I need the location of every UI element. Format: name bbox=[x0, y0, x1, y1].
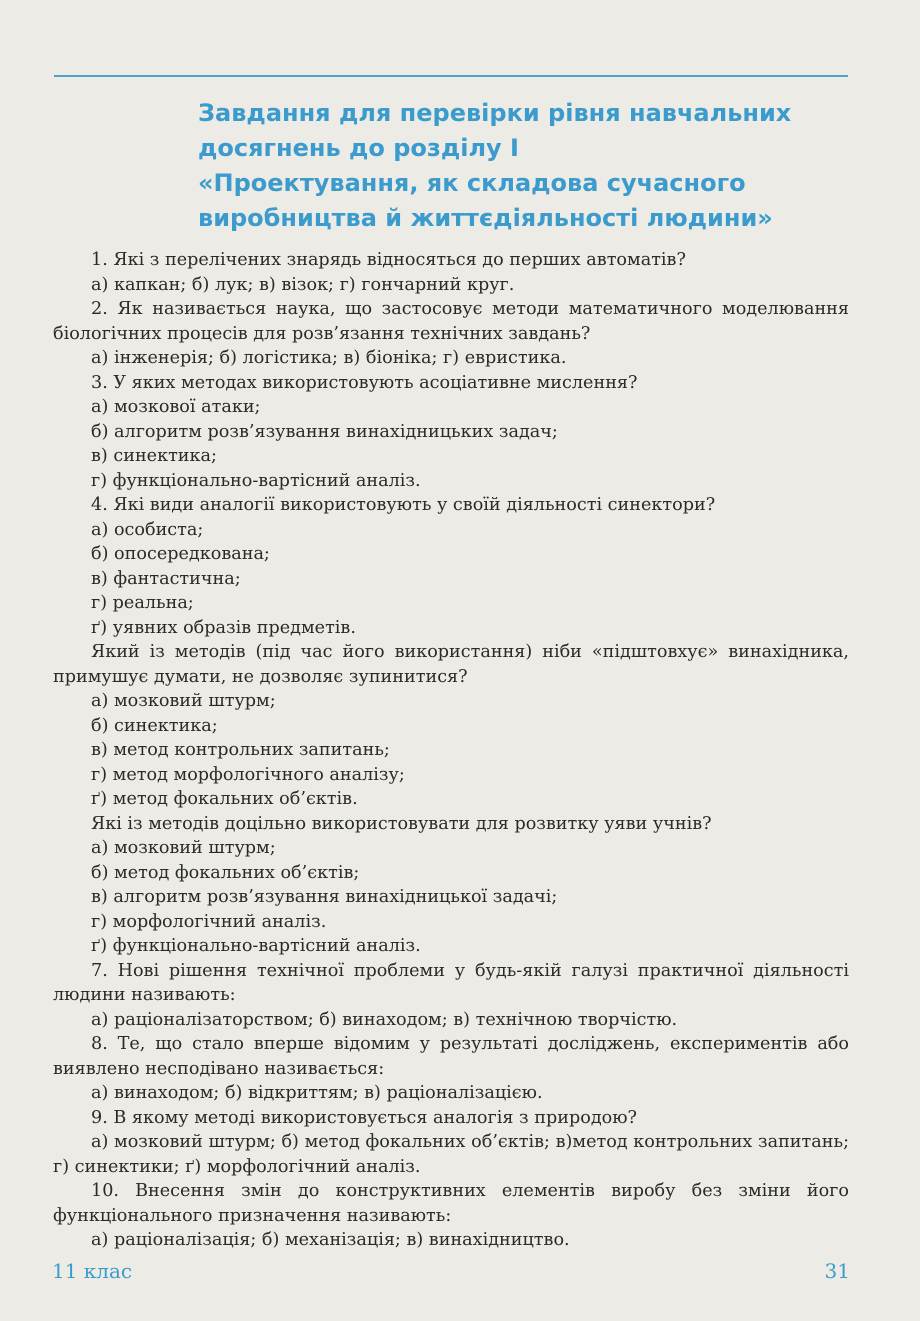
answer-option: б) алгоритм розв’язування винахідницьких задач; bbox=[91, 421, 558, 442]
page-number: 31 bbox=[824, 1259, 850, 1283]
answer-option: г) функціонально-вартісний аналіз. bbox=[91, 470, 421, 491]
question-1: 1. Які з перелічених знарядь відносяться до перших автоматів? bbox=[91, 250, 686, 270]
answer-options: а) інженерія; б) логістика; в) біоніка; г) евристика. bbox=[91, 348, 567, 368]
question-4: 4. Які види аналогії використовують у своїй діяльності синектори? bbox=[91, 495, 716, 515]
answer-option: б) метод фокальних об’єктів; bbox=[91, 862, 360, 883]
footer-grade: 11 клас bbox=[52, 1259, 133, 1283]
answer-option: а) мозковий штурм; bbox=[91, 838, 276, 858]
question-9: 9. В якому методі використовується аналогія з природою? bbox=[91, 1107, 637, 1128]
question-6: Які із методів доцільно використовувати для розвитку уяви учнів? bbox=[91, 813, 712, 834]
title-line: «Проектування, як складова сучасного bbox=[198, 169, 746, 197]
question-2: 2. Як називається наука, що застосовує методи математичного моделювання біологічних процесів для розв’язання технічних завдань? bbox=[53, 299, 849, 344]
section-title bbox=[198, 96, 858, 236]
header-rule bbox=[54, 75, 848, 77]
answer-option: в) метод контрольних запитань; bbox=[91, 740, 390, 760]
answer-option: в) алгоритм розв’язування винахідницької задачі; bbox=[91, 887, 558, 907]
answer-option: а) особиста; bbox=[91, 519, 204, 540]
question-3: 3. У яких методах використовують асоціативне мислення? bbox=[91, 372, 638, 393]
question-5: Який із методів (під час його використання) ніби «підштовхує» винахідника, примушує думати, не дозволяє зупинитися? bbox=[53, 642, 849, 687]
answer-option: в) синектика; bbox=[91, 446, 217, 466]
answer-option: г) метод морфологічного аналізу; bbox=[91, 764, 405, 785]
answer-options: а) капкан; б) лук; в) візок; г) гончарний круг. bbox=[91, 274, 515, 295]
title-line: досягнень до розділу І bbox=[198, 134, 519, 162]
answer-option: б) синектика; bbox=[91, 715, 218, 736]
answer-option: в) фантастична; bbox=[91, 568, 241, 589]
answer-options: а) винаходом; б) відкриттям; в) раціоналізацією. bbox=[91, 1083, 543, 1103]
title-line: Завдання для перевірки рівня навчальних bbox=[198, 99, 792, 127]
question-8: 8. Те, що стало вперше відомим у результаті досліджень, експериментів або виявлено несподівано називається: bbox=[53, 1034, 849, 1079]
questions-body bbox=[53, 248, 849, 1253]
answer-option: а) мозковий штурм; bbox=[91, 691, 276, 711]
question-10: 10. Внесення змін до конструктивних елементів виробу без зміни його функціонального призначення називають: bbox=[53, 1181, 849, 1226]
title-line: виробництва й життєдіяльності людини» bbox=[198, 204, 773, 232]
answer-option: г) реальна; bbox=[91, 593, 194, 613]
answer-options: а) мозковий штурм; б) метод фокальних об’єктів; в)метод контрольних запитань; г) синектики; ґ) морфологічний аналіз. bbox=[53, 1132, 849, 1177]
answer-option: б) опосередкована; bbox=[91, 544, 270, 564]
answer-option: ґ) уявних образів предметів. bbox=[91, 617, 356, 638]
answer-option: ґ) функціонально-вартісний аналіз. bbox=[91, 936, 421, 956]
answer-option: ґ) метод фокальних об’єктів. bbox=[91, 789, 358, 809]
answer-option: а) мозкової атаки; bbox=[91, 397, 261, 417]
answer-option: г) морфологічний аналіз. bbox=[91, 911, 327, 932]
answer-options: а) раціоналізаторством; б) винаходом; в) технічною творчістю. bbox=[91, 1009, 678, 1030]
question-7: 7. Нові рішення технічної проблеми у будь-якій галузі практичної діяльності людини називають: bbox=[53, 960, 849, 1005]
answer-options: а) раціоналізація; б) механізація; в) винахідництво. bbox=[91, 1230, 570, 1250]
